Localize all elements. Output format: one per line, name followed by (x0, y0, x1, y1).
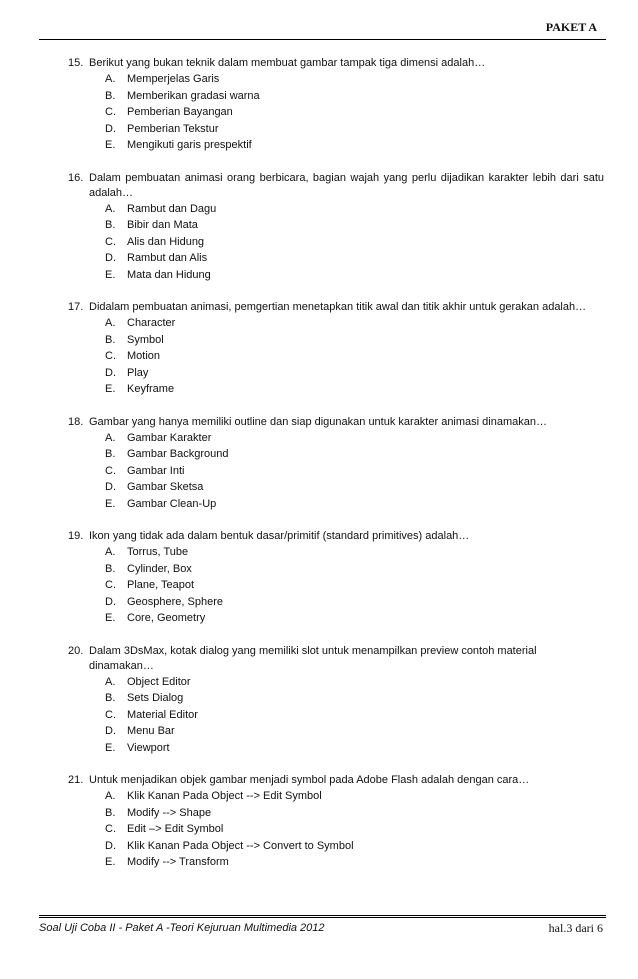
option-letter: B. (105, 219, 116, 231)
option-text: Gambar Background (127, 448, 229, 460)
answer-option (105, 674, 604, 691)
answer-option (105, 381, 604, 398)
option-letter: C. (105, 464, 116, 477)
option-text: Memberikan gradasi warna (127, 89, 260, 102)
question-stem (68, 415, 604, 430)
option-letter: E. (105, 268, 116, 281)
option-text: Play (127, 366, 149, 379)
answer-option (105, 838, 604, 855)
answer-option (105, 137, 604, 154)
question-item (68, 171, 604, 284)
answer-option (105, 854, 604, 871)
option-letter: D. (105, 366, 116, 379)
question-text: Didalam pembuatan animasi, pemgertian menetapkan titik awal dan titik akhir untuk gerakan adalah… (89, 301, 587, 313)
option-letter: E. (105, 741, 116, 754)
option-letter: A. (105, 73, 116, 85)
answer-option (105, 805, 604, 822)
answer-option (105, 217, 604, 234)
option-letter: B. (105, 562, 116, 575)
option-letter: D. (105, 122, 116, 135)
question-text: Gambar yang hanya memiliki outline dan siap digunakan untuk karakter animasi dinamakan… (89, 415, 547, 428)
option-text: Pemberian Bayangan (127, 106, 233, 118)
footer-divider (39, 915, 606, 918)
answer-option (105, 234, 604, 251)
option-text: Gambar Inti (127, 464, 185, 477)
option-text: Rambut dan Alis (127, 252, 208, 264)
option-letter: C. (105, 350, 116, 362)
answer-options (105, 674, 604, 757)
option-text: Viewport (127, 741, 170, 754)
answer-option (105, 723, 604, 740)
option-text: Gambar Sketsa (127, 481, 204, 493)
option-text: Pemberian Tekstur (127, 122, 219, 135)
option-letter: B. (105, 806, 116, 819)
answer-options (105, 315, 604, 398)
option-letter: C. (105, 579, 116, 591)
answer-option (105, 348, 604, 365)
option-letter: A. (105, 202, 116, 215)
question-number: 19. (68, 530, 84, 542)
option-letter: A. (105, 317, 116, 329)
option-text: Sets Dialog (127, 692, 184, 704)
answer-option (105, 446, 604, 463)
option-letter: A. (105, 790, 116, 802)
question-item (68, 415, 604, 513)
question-stem (68, 300, 604, 315)
option-letter: C. (105, 708, 116, 721)
option-text: Mata dan Hidung (127, 268, 211, 281)
option-letter: A. (105, 546, 116, 558)
question-text: Untuk menjadikan objek gambar menjadi symbol pada Adobe Flash adalah dengan cara… (89, 774, 530, 786)
option-text: Character (127, 317, 176, 329)
answer-options (105, 201, 604, 284)
option-text: Material Editor (127, 708, 198, 721)
question-stem (68, 529, 604, 544)
page-number: hal.3 dari 6 (548, 921, 603, 935)
answer-option (105, 707, 604, 724)
option-letter: D. (105, 725, 116, 737)
option-text: Motion (127, 350, 161, 362)
answer-option (105, 121, 604, 138)
answer-option (105, 332, 604, 349)
option-letter: C. (105, 106, 116, 118)
option-text: Gambar Karakter (127, 431, 212, 444)
answer-options (105, 788, 604, 871)
question-stem (68, 56, 604, 71)
question-stem (68, 773, 604, 788)
question-number: 15. (68, 57, 84, 69)
option-text: Menu Bar (127, 725, 175, 737)
question-item (68, 529, 604, 627)
question-text: Berikut yang bukan teknik dalam membuat gambar tampak tiga dimensi adalah… (89, 57, 486, 69)
question-text: Dalam pembuatan animasi orang berbicara, bagian wajah yang perlu dijadikan karakter lebih dari satu adalah… (89, 171, 604, 199)
option-text: Cylinder, Box (127, 562, 192, 575)
option-text: Klik Kanan Pada Object --> Edit Symbol (127, 790, 322, 802)
header-divider (39, 39, 606, 40)
answer-options (105, 544, 604, 627)
option-text: Rambut dan Dagu (127, 202, 217, 215)
question-number: 16. (68, 171, 84, 184)
option-text: Gambar Clean-Up (127, 497, 217, 510)
option-text: Plane, Teapot (127, 579, 195, 591)
question-item (68, 644, 604, 757)
option-letter: C. (105, 235, 116, 248)
option-text: Torrus, Tube (127, 546, 189, 558)
option-letter: E. (105, 612, 116, 624)
answer-option (105, 740, 604, 757)
question-text: Ikon yang tidak ada dalam bentuk dasar/primitif (standard primitives) adalah… (89, 530, 470, 542)
question-number: 21. (68, 774, 84, 786)
question-stem (68, 644, 604, 674)
answer-option (105, 267, 604, 284)
answer-option (105, 201, 604, 218)
option-letter: E. (105, 383, 116, 395)
option-letter: A. (105, 431, 116, 444)
answer-option (105, 561, 604, 578)
option-letter: D. (105, 839, 116, 852)
question-list (68, 56, 604, 888)
option-text: Object Editor (127, 675, 191, 688)
question-text: Dalam 3DsMax, kotak dialog yang memiliki slot untuk menampilkan preview contoh material dinamakan… (89, 644, 537, 672)
option-letter: A. (105, 675, 116, 688)
paket-label: PAKET A (545, 20, 597, 34)
option-letter: E. (105, 139, 116, 151)
option-letter: B. (105, 89, 116, 102)
answer-option (105, 788, 604, 805)
answer-option (105, 496, 604, 513)
option-letter: B. (105, 692, 116, 704)
option-letter: B. (105, 333, 116, 346)
option-letter: C. (105, 823, 116, 835)
answer-option (105, 544, 604, 561)
answer-option (105, 463, 604, 480)
answer-option (105, 250, 604, 267)
answer-options (105, 71, 604, 154)
answer-option (105, 610, 604, 627)
option-text: Alis dan Hidung (127, 235, 205, 248)
question-number: 20. (68, 644, 84, 657)
answer-option (105, 577, 604, 594)
option-text: Memperjelas Garis (127, 73, 220, 85)
answer-option (105, 365, 604, 382)
option-text: Mengikuti garis prespektif (127, 139, 252, 151)
option-letter: D. (105, 595, 116, 608)
footer-title: Soal Uji Coba II - Paket A -Teori Kejuruan Multimedia 2012 (39, 922, 325, 934)
option-letter: B. (105, 448, 116, 460)
question-item (68, 300, 604, 398)
option-letter: E. (105, 856, 116, 868)
option-text: Modify --> Transform (127, 856, 229, 868)
option-text: Core, Geometry (127, 612, 206, 624)
answer-option (105, 821, 604, 838)
answer-option (105, 430, 604, 447)
question-number: 17. (68, 301, 84, 313)
option-text: Modify --> Shape (127, 806, 212, 819)
question-stem (68, 171, 604, 201)
answer-option (105, 315, 604, 332)
answer-option (105, 479, 604, 496)
option-text: Klik Kanan Pada Object --> Convert to Symbol (127, 839, 354, 852)
question-number: 18. (68, 415, 84, 428)
question-item (68, 56, 604, 154)
option-text: Bibir dan Mata (127, 219, 198, 231)
question-item (68, 773, 604, 871)
answer-options (105, 430, 604, 513)
answer-option (105, 594, 604, 611)
option-text: Geosphere, Sphere (127, 595, 224, 608)
answer-option (105, 71, 604, 88)
answer-option (105, 88, 604, 105)
option-text: Edit –> Edit Symbol (127, 823, 224, 835)
answer-option (105, 690, 604, 707)
option-letter: D. (105, 481, 116, 493)
option-letter: D. (105, 252, 116, 264)
option-letter: E. (105, 497, 116, 510)
option-text: Keyframe (127, 383, 175, 395)
answer-option (105, 104, 604, 121)
option-text: Symbol (127, 333, 164, 346)
